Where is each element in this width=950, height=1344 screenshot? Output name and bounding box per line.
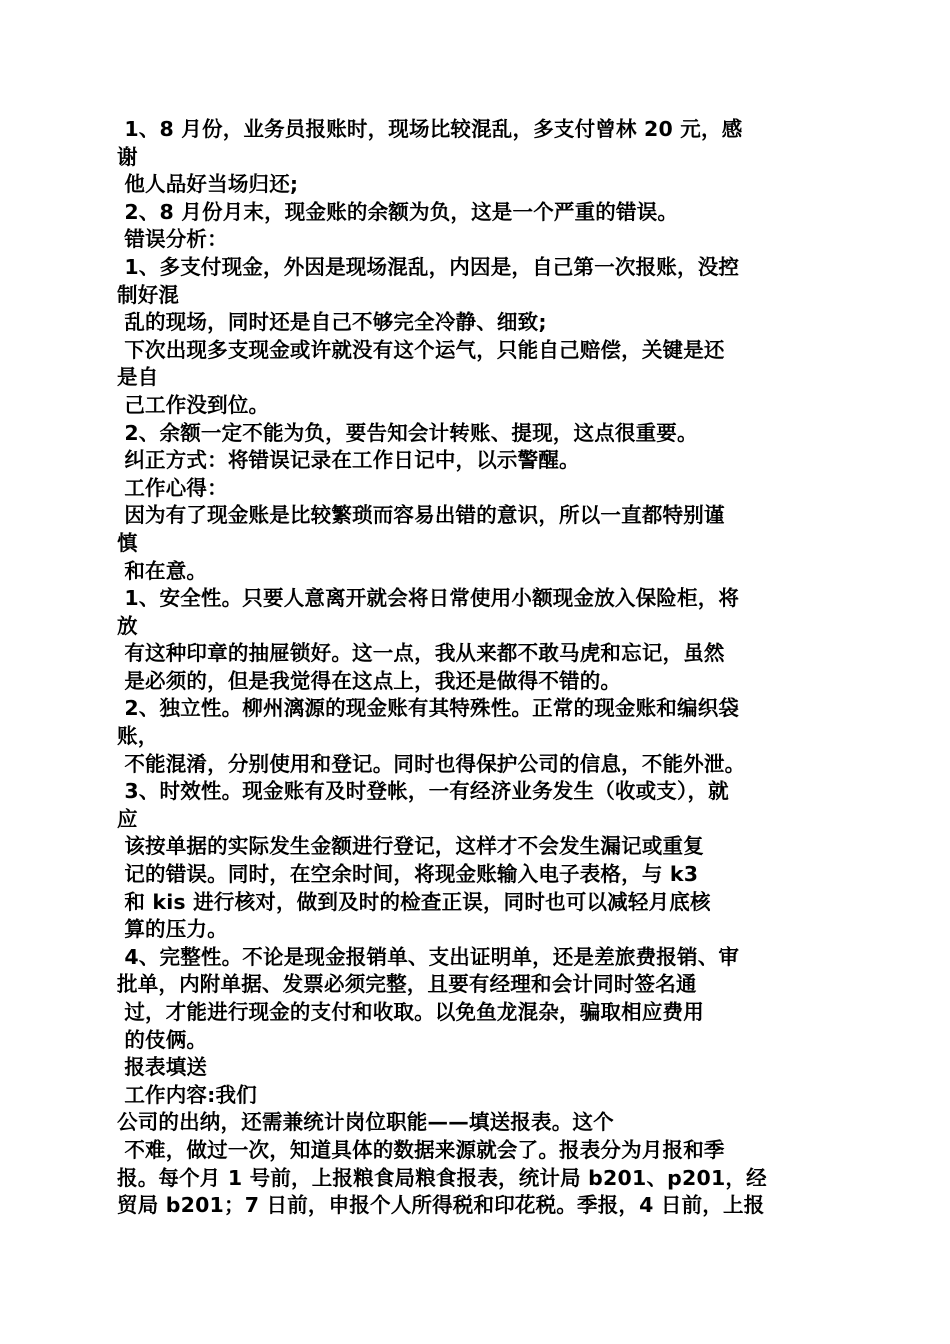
text-line: 该按单据的实际发生金额进行登记，这样才不会发生漏记或重复	[117, 834, 704, 859]
text-line: 1、安全性。只要人意离开就会将日常使用小额现金放入保险柜，将	[117, 586, 740, 611]
text-line: 因为有了现金账是比较繁琐而容易出错的意识，所以一直都特别谨	[117, 503, 725, 528]
text-line: 算的压力。	[117, 917, 228, 942]
text-line: 的伎俩。	[117, 1027, 208, 1052]
section-heading: 错误分析：	[117, 227, 228, 252]
text-line: 他人品好当场归还;	[117, 172, 299, 197]
text-line: 和在意。	[117, 558, 208, 583]
text-line: 过，才能进行现金的支付和收取。以免鱼龙混杂，骗取相应费用	[117, 1000, 704, 1024]
text-line: 报。每个月 1 号前，上报粮食局粮食报表，统计局 b201、p201，经	[117, 1165, 767, 1190]
text-line: 不能混淆，分别使用和登记。同时也得保护公司的信息，不能外泄。	[117, 751, 746, 776]
text-line: 纠正方式：将错误记录在工作日记中，以示警醒。	[117, 448, 580, 473]
text-line: 己工作没到位。	[117, 392, 270, 417]
text-line: 3、时效性。现金账有及时登帐，一有经济业务发生（收或支），就	[117, 779, 729, 804]
text-line: 批单，内附单据、发票必须完整，且要有经理和会计同时签名通	[117, 972, 697, 997]
text-line: 贸局 b201；7 日前，申报个人所得税和印花税。季报，4 日前，上报	[117, 1193, 765, 1218]
text-line: 有这种印章的抽屉锁好。这一点，我从来都不敢马虎和忘记，虽然	[117, 641, 725, 666]
text-line: 工作内容:我们	[117, 1082, 257, 1107]
text-line: 放	[117, 613, 138, 638]
section-heading: 工作心得：	[117, 475, 228, 500]
text-line: 2、余额一定不能为负，要告知会计转账、提现，这点很重要。	[117, 420, 698, 445]
text-line: 2、8 月份月末，现金账的余额为负，这是一个严重的错误。	[117, 199, 679, 224]
text-line: 谢	[117, 144, 138, 169]
text-line: 4、完整性。不论是现金报销单、支出证明单，还是差旅费报销、审	[117, 944, 740, 969]
text-line: 不难，做过一次，知道具体的数据来源就会了。报表分为月报和季	[117, 1137, 725, 1162]
text-line: 和 kis 进行核对，做到及时的检查正误，同时也可以减轻月底核	[117, 889, 711, 914]
text-line: 下次出现多支现金或许就没有这个运气，只能自己赔偿，关键是还	[117, 337, 725, 362]
text-line: 是自	[117, 365, 159, 390]
document-body-text	[117, 116, 837, 1220]
text-line: 是必须的，但是我觉得在这点上，我还是做得不错的。	[117, 668, 622, 693]
text-line: 应	[117, 806, 138, 831]
text-line: 1、多支付现金，外因是现场混乱，内因是，自己第一次报账，没控	[117, 254, 740, 279]
text-line: 公司的出纳，还需兼统计岗位职能——填送报表。这个	[117, 1110, 614, 1135]
section-heading: 报表填送	[117, 1055, 208, 1080]
text-line: 账，	[117, 724, 159, 749]
text-line: 2、独立性。柳州漓源的现金账有其特殊性。正常的现金账和编织袋	[117, 696, 740, 721]
text-line: 1、8 月份，业务员报账时，现场比较混乱，多支付曾林 20 元，感	[117, 117, 743, 141]
text-line: 慎	[117, 530, 138, 555]
text-line: 乱的现场，同时还是自己不够完全冷静、细致;	[117, 310, 547, 335]
text-line: 制好混	[117, 282, 180, 307]
text-line: 记的错误。同时，在空余时间，将现金账输入电子表格，与 k3	[117, 862, 699, 887]
